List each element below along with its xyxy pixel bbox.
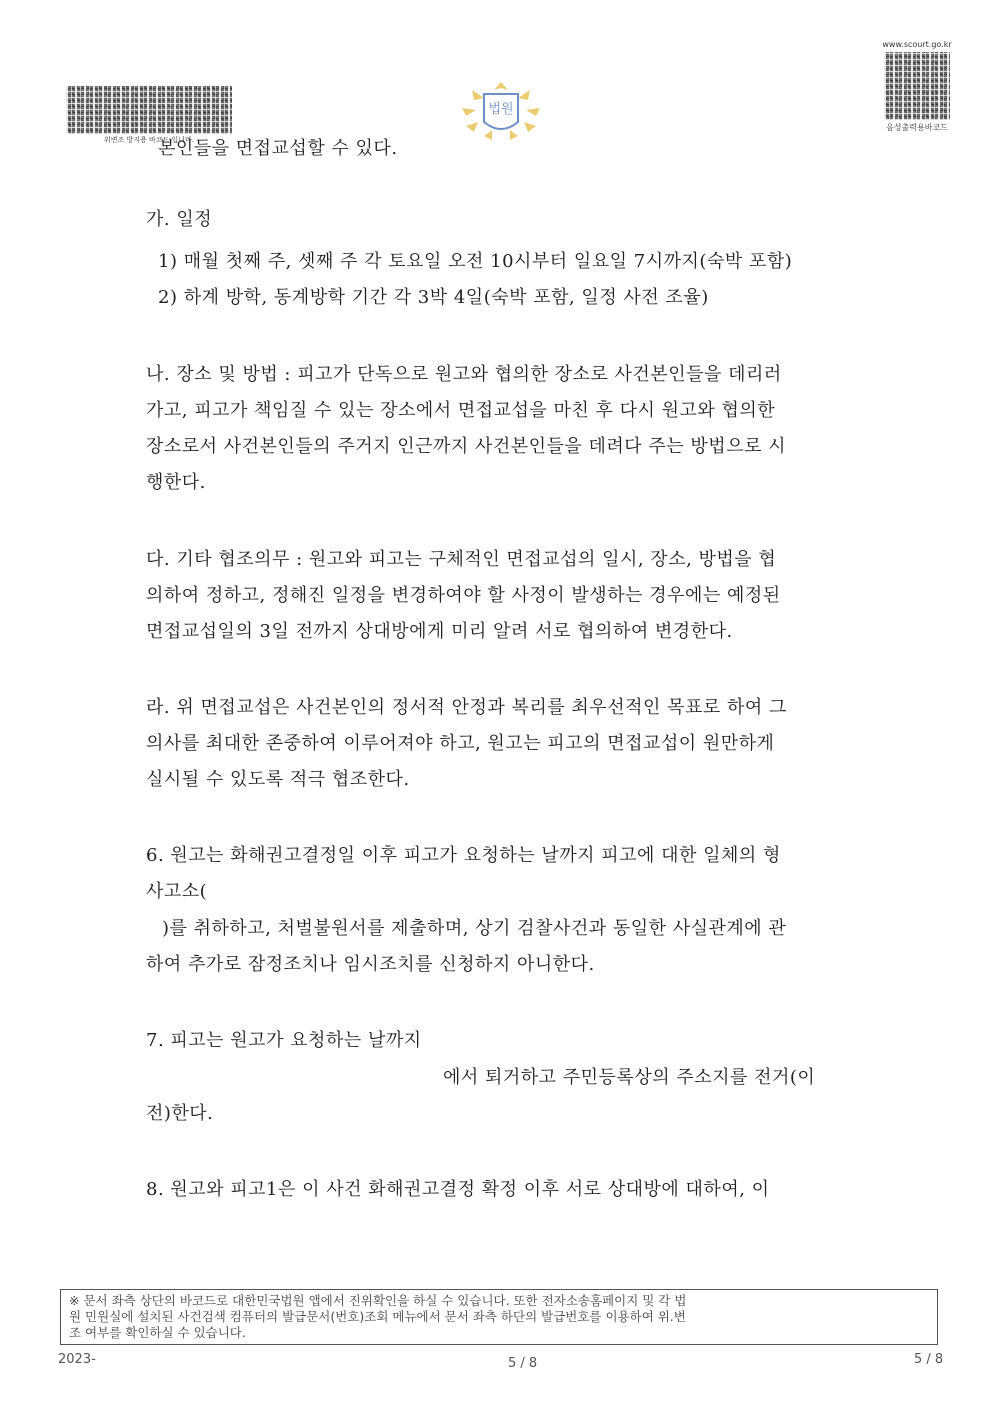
item-7-line: 에서 퇴거하고 주민등록상의 주소지를 전거(이 [443,1067,816,1088]
section-ra-line: 실시될 수 있도록 적극 협조한다. [146,769,410,790]
issue-number: 2023- [58,1352,96,1367]
item-6-line: 6. 원고는 화해권고결정일 이후 피고가 요청하는 날까지 피고에 대한 일체의 형 [146,845,781,866]
section-na-line: 가고, 피고가 책임질 수 있는 장소에서 면접교섭을 마친 후 다시 원고와 협의한 [146,400,776,421]
section-na-line: 장소로서 사건본인들의 주거지 인근까지 사건본인들을 데려다 주는 방법으로 시 [146,436,787,457]
item-7-line: 전)한다. [146,1103,214,1124]
authenticity-barcode-caption: 위변조 방지용 바코드 입니다. [103,136,195,144]
authenticity-barcode [66,86,232,134]
section-na-line: 행한다. [146,472,206,493]
page-number-right: 5 / 8 [914,1352,944,1367]
top-cut-line: 본인들을 면접교섭할 수 있다. [158,138,398,159]
emblem-text: 법원 [488,102,514,117]
verification-notice-line: 조 여부를 확인하실 수 있습니다. [69,1325,246,1340]
verification-notice-box [60,1289,938,1345]
voice-output-barcode-caption: 음성출력용바코드 [886,123,948,132]
section-da-line: 면접교섭일의 3일 전까지 상대방에게 미리 알려 서로 협의하여 변경한다. [146,621,733,642]
section-da-line: 의하여 정하고, 정해진 일정을 변경하여야 할 사정이 발생하는 경우에는 예정된 [146,585,781,606]
section-ra-line: 라. 위 면접교섭은 사건본인의 정서적 안정과 복리를 최우선적인 목표로 하여 그 [146,697,787,718]
section-ra-line: 의사를 최대한 존중하여 이루어져야 하고, 원고는 피고의 면접교섭이 원만하게 [146,733,775,754]
page-number-center: 5 / 8 [508,1356,538,1371]
verification-notice-line: ※ 문서 좌측 상단의 바코드로 대한민국법원 앱에서 진위확인을 하실 수 있습니다. 또한 전자소송홈페이지 및 각 법 [69,1293,687,1308]
item-8-line: 8. 원고와 피고1은 이 사건 화해권고결정 확정 이후 서로 상대방에 대하여, 이 [146,1179,770,1200]
section-da-line: 다. 기타 협조의무 : 원고와 피고는 구체적인 면접교섭의 일시, 장소, 방법을 협 [146,549,777,570]
section-na-line: 나. 장소 및 방법 : 피고가 단독으로 원고와 협의한 장소로 사건본인들을 데리러 [146,364,782,385]
section-ga-item-1: 1) 매월 첫째 주, 셋째 주 각 토요일 오전 10시부터 일요일 7시까지(숙박 포함) [158,251,793,272]
item-7-line: 7. 피고는 원고가 요청하는 날까지 [146,1030,422,1051]
court-website-url: www.scourt.go.kr [882,40,952,49]
item-6-line: )를 취하하고, 처벌불원서를 제출하며, 상기 검찰사건과 동일한 사실관계에 관 [162,918,787,939]
court-emblem-icon [458,80,544,142]
item-6-line: 사고소( [146,881,208,902]
section-ga-item-2: 2) 하계 방학, 동계방학 기간 각 3박 4일(숙박 포함, 일정 사전 조율) [158,287,709,308]
voice-output-barcode [884,52,950,120]
verification-notice-line: 원 민원실에 설치된 사건검색 컴퓨터의 발급문서(번호)조회 메뉴에서 문서 좌측 하단의 발급번호를 이용하여 위.변 [69,1309,686,1324]
item-6-line: 하여 추가로 잠정조치나 임시조치를 신청하지 아니한다. [146,954,595,975]
section-ga-title: 가. 일정 [146,209,213,230]
